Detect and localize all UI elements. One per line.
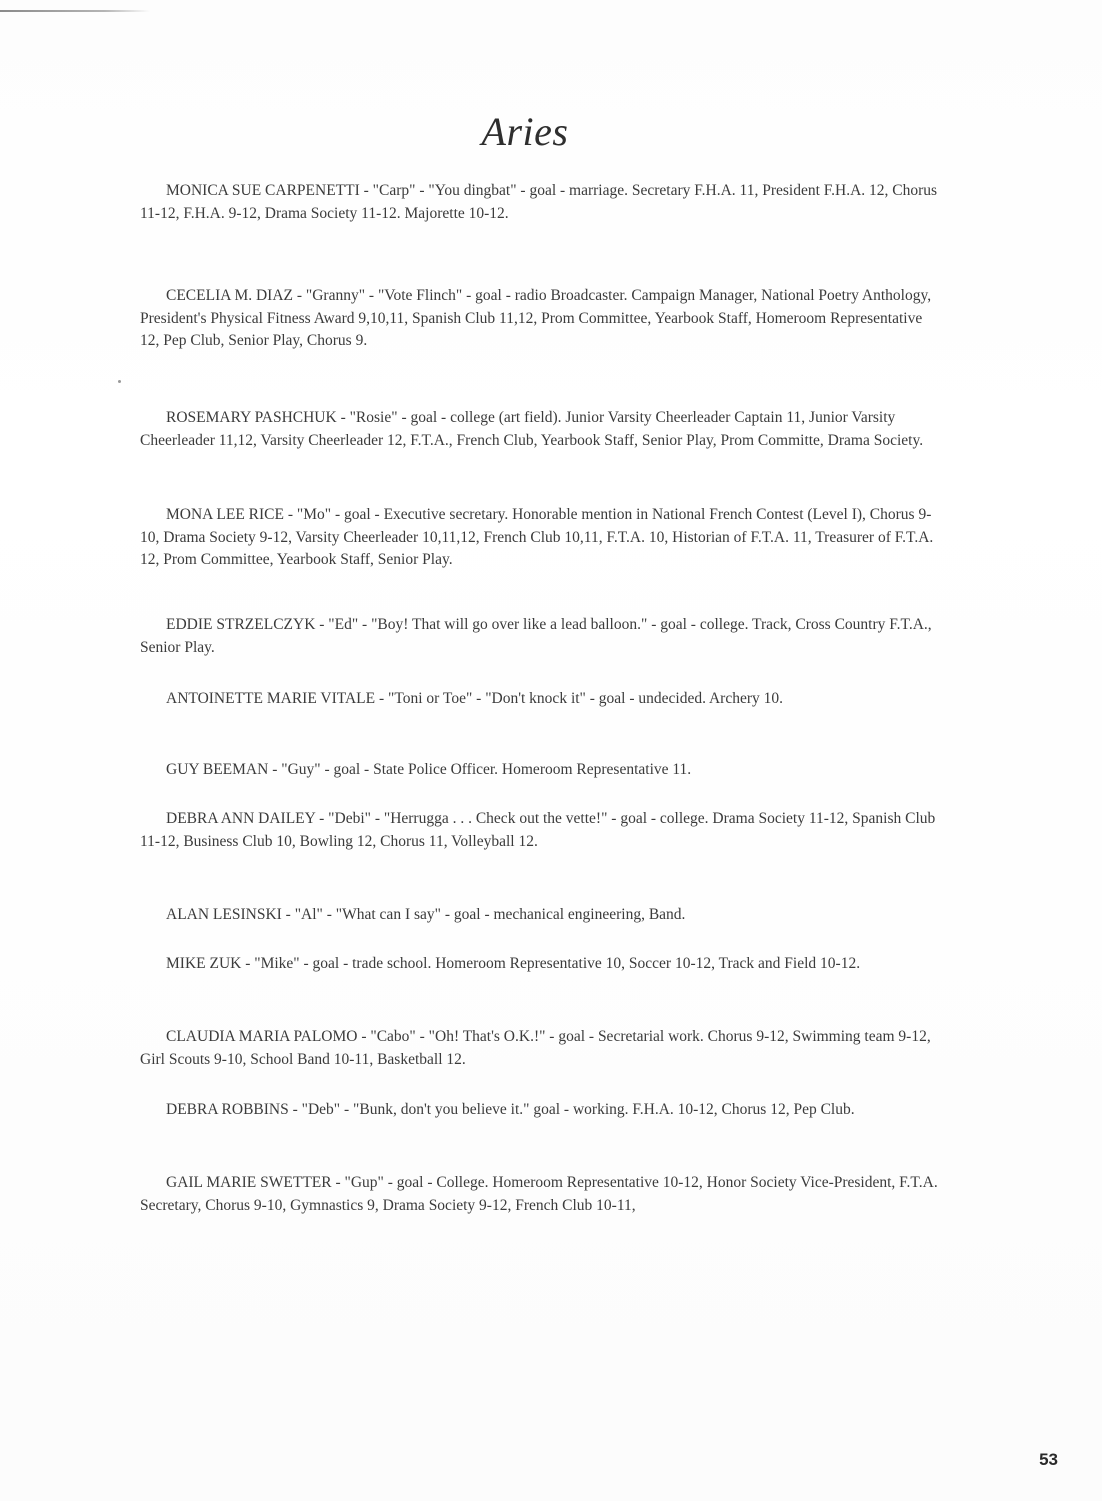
- senior-entry-diaz: CECELIA M. DIAZ - "Granny" - "Vote Flinch" - goal - radio Broadcaster. Campaign Manager, National Poetry Anthology, President's Physical Fitness Award 9,10,11, Spanish Club 11,12, Prom Committee, Yearbook Staff, Homeroom Representative 12, Pep Club, Senior Play, Chorus 9.: [140, 287, 932, 349]
- senior-entry-zuk: MIKE ZUK - "Mike" - goal - trade school. Homeroom Representative 10, Soccer 10-12, Track and Field 10-12.: [166, 955, 861, 972]
- senior-entry-vitale: ANTOINETTE MARIE VITALE - "Toni or Toe" - "Don't knock it" - goal - undecided. Archery 10.: [166, 690, 784, 707]
- senior-entry-lesinski: ALAN LESINSKI - "Al" - "What can I say" - goal - mechanical engineering, Band.: [166, 906, 686, 923]
- senior-entry-strzelczyk: EDDIE STRZELCZYK - "Ed" - "Boy! That will go over like a lead balloon." - goal - college. Track, Cross Country F.T.A., Senior Play.: [140, 616, 932, 656]
- page-title: Aries: [481, 109, 569, 154]
- page-number: 53: [1039, 1450, 1058, 1469]
- senior-entry-rice: MONA LEE RICE - "Mo" - goal - Executive secretary. Honorable mention in National French Contest (Level I), Chorus 9-10, Drama Society 9-12, Varsity Cheerleader 10,11,12, French Club 10,11, F.T.A. 10, Historian of F.T.A. 11, Treasurer of F.T.A. 12, Prom Committee, Yearbook Staff, Senior Play.: [140, 506, 934, 568]
- margin-speck: [118, 380, 121, 383]
- senior-entry-palomo: CLAUDIA MARIA PALOMO - "Cabo" - "Oh! That's O.K.!" - goal - Secretarial work. Chorus 9-12, Swimming team 9-12, Girl Scouts 9-10, School Band 10-11, Basketball 12.: [140, 1028, 931, 1068]
- senior-entry-swetter: GAIL MARIE SWETTER - "Gup" - goal - College. Homeroom Representative 10-12, Honor Society Vice-President, F.T.A. Secretary, Chorus 9-10, Gymnastics 9, Drama Society 9-12, French Club 10-11,: [140, 1174, 938, 1214]
- senior-entry-beeman: GUY BEEMAN - "Guy" - goal - State Police Officer. Homeroom Representative 11.: [166, 761, 692, 778]
- scan-edge-rule: [0, 10, 150, 12]
- senior-entry-robbins: DEBRA ROBBINS - "Deb" - "Bunk, don't you believe it." goal - working. F.H.A. 10-12, Chorus 12, Pep Club.: [166, 1101, 855, 1118]
- senior-entry-pashchuk: ROSEMARY PASHCHUK - "Rosie" - goal - college (art field). Junior Varsity Cheerleader Captain 11, Junior Varsity Cheerleader 11,12, Varsity Cheerleader 12, F.T.A., French Club, Yearbook Staff, Senior Play, Prom Committe, Drama Society.: [140, 409, 924, 449]
- senior-entry-dailey: DEBRA ANN DAILEY - "Debi" - "Herrugga . . . Check out the vette!" - goal - college. Drama Society 11-12, Spanish Club 11-12, Business Club 10, Bowling 12, Chorus 11, Volleyball 12.: [140, 810, 936, 850]
- senior-entry-carpenetti: MONICA SUE CARPENETTI - "Carp" - "You dingbat" - goal - marriage. Secretary F.H.A. 11, President F.H.A. 12, Chorus 11-12, F.H.A. 9-12, Drama Society 11-12. Majorette 10-12.: [140, 182, 938, 222]
